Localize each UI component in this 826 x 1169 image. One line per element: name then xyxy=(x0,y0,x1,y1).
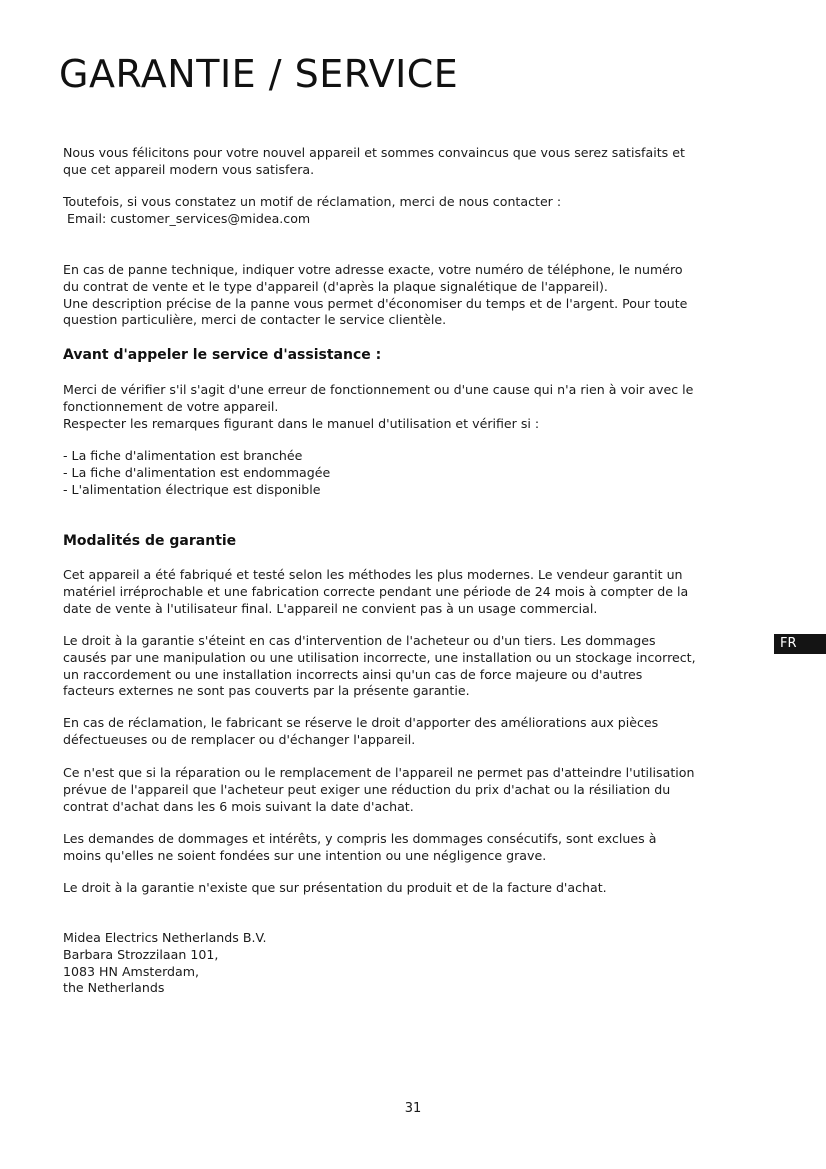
verify-paragraph xyxy=(63,382,763,432)
text-line: causés par une manipulation ou une utilisation incorrecte, une installation ou un stockage incorrect, xyxy=(63,649,696,665)
warranty-paragraph-2 xyxy=(63,633,763,700)
page-title: GARANTIE / SERVICE xyxy=(59,52,459,96)
warranty-paragraph-1 xyxy=(63,567,763,617)
text-line: moins qu'elles ne soient fondées sur une intention ou une négligence grave. xyxy=(63,847,547,863)
warranty-paragraph-3 xyxy=(63,715,763,749)
text-line: facteurs externes ne sont pas couverts par la présente garantie. xyxy=(63,683,470,699)
text-line: Les demandes de dommages et intérêts, y compris les dommages consécutifs, sont exclues à xyxy=(63,831,657,846)
text-line: Respecter les remarques figurant dans le manuel d'utilisation et vérifier si : xyxy=(63,415,540,431)
address-line: Barbara Strozzilaan 101, xyxy=(63,946,219,962)
text-line: Cet appareil a été fabriqué et testé selon les méthodes les plus modernes. Le vendeur garantit un xyxy=(63,567,683,582)
text-line: défectueuses ou de remplacer ou d'échanger l'appareil. xyxy=(63,731,416,747)
page-number: 31 xyxy=(404,1101,422,1116)
list-item: - La fiche d'alimentation est branchée xyxy=(63,448,303,463)
intro-paragraph xyxy=(63,145,763,179)
text-line: contrat d'achat dans les 6 mois suivant la date d'achat. xyxy=(63,798,414,814)
text-line: Merci de vérifier s'il s'agit d'une erreur de fonctionnement ou d'une cause qui n'a rien à voir avec le xyxy=(63,382,694,397)
text-line: un raccordement ou une installation incorrects ainsi qu'un cas de force majeure ou d'autres xyxy=(63,666,643,682)
text-line: Toutefois, si vous constatez un motif de réclamation, merci de nous contacter : xyxy=(63,194,562,209)
address-line: the Netherlands xyxy=(63,980,165,996)
text-line: Une description précise de la panne vous permet d'économiser du temps et de l'argent. Pour toute xyxy=(63,295,688,311)
text-line: fonctionnement de votre appareil. xyxy=(63,398,279,414)
contact-email: Email: customer_services@midea.com xyxy=(63,210,311,226)
text-line: question particulière, merci de contacter le service clientèle. xyxy=(63,312,447,328)
text-line: En cas de réclamation, le fabricant se réserve le droit d'apporter des améliorations aux pièces xyxy=(63,715,659,730)
text-line: Le droit à la garantie n'existe que sur présentation du produit et de la facture d'achat. xyxy=(63,880,607,895)
address-line: Midea Electrics Netherlands B.V. xyxy=(63,930,267,945)
address-line: 1083 HN Amsterdam, xyxy=(63,963,200,979)
contact-paragraph xyxy=(63,194,763,228)
text-line: date de vente à l'utilisateur final. L'appareil ne convient pas à un usage commercial. xyxy=(63,600,598,616)
list-item: - L'alimentation électrique est disponible xyxy=(63,481,321,497)
text-line: Le droit à la garantie s'éteint en cas d'intervention de l'acheteur ou d'un tiers. Les dommages xyxy=(63,633,656,648)
language-tab: FR xyxy=(774,634,826,654)
text-line: Nous vous félicitons pour votre nouvel appareil et sommes convaincus que vous serez satisfaits et xyxy=(63,145,685,160)
warranty-paragraph-4 xyxy=(63,765,763,815)
text-line: Ce n'est que si la réparation ou le remplacement de l'appareil ne permet pas d'atteindre l'utilisation xyxy=(63,765,695,780)
company-address xyxy=(63,930,763,997)
warranty-paragraph-5 xyxy=(63,831,763,865)
warranty-paragraph-6 xyxy=(63,880,763,897)
text-line: du contrat de vente et le type d'appareil (d'après la plaque signalétique de l'appareil). xyxy=(63,278,608,294)
text-line: que cet appareil modern vous satisfera. xyxy=(63,161,315,177)
text-line: prévue de l'appareil que l'acheteur peut exiger une réduction du prix d'achat ou la résiliation du xyxy=(63,781,671,797)
checklist xyxy=(63,448,763,498)
list-item: - La fiche d'alimentation est endommagée xyxy=(63,464,331,480)
text-line: matériel irréprochable et une fabrication correcte pendant une période de 24 mois à compter de la xyxy=(63,583,689,599)
section-heading-before-calling: Avant d'appeler le service d'assistance : xyxy=(63,347,382,363)
section-heading-warranty-terms: Modalités de garantie xyxy=(63,533,237,549)
technical-failure-paragraph xyxy=(63,262,763,329)
text-line: En cas de panne technique, indiquer votre adresse exacte, votre numéro de téléphone, le numéro xyxy=(63,262,683,277)
